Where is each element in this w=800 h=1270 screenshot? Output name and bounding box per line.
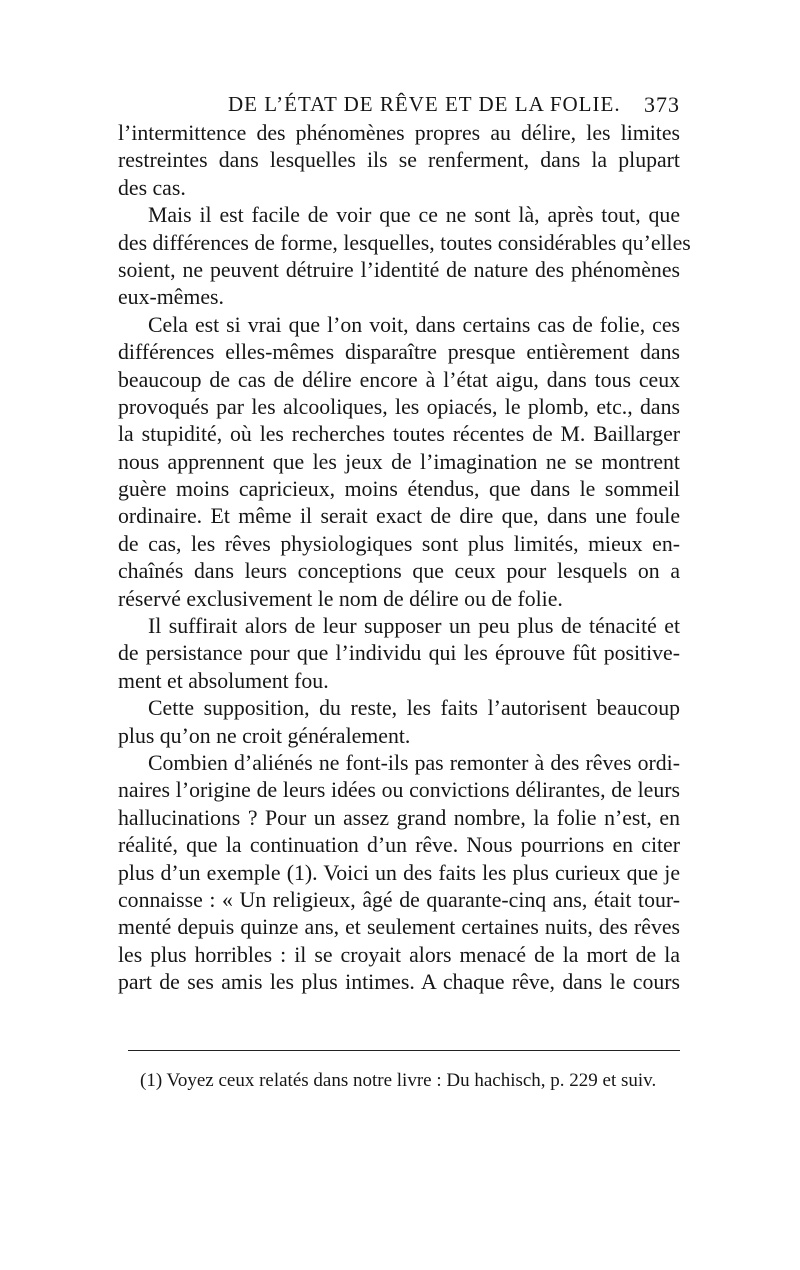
text-line: Cela est si vrai que l’on voit, dans certains cas de folie, ces (148, 312, 680, 337)
text-line: Cette supposition, du reste, les faits l’autorisent beaucoup (148, 696, 680, 721)
text-line: des différences de forme, lesquelles, toutes considérables qu’elles (118, 230, 691, 255)
text-line: provoqués par les alcooliques, les opiacés, le plomb, etc., dans (118, 394, 680, 419)
text-line: de persistance pour que l’individu qui les éprouve fût positive- (118, 641, 680, 666)
text-line: plus d’un exemple (1). Voici un des faits les plus curieux que je (118, 860, 680, 885)
text-line: soient, ne peuvent détruire l’identité de nature des phénomènes (118, 257, 680, 282)
text-line: réalité, que la continuation d’un rêve. Nous pourrions en citer (118, 833, 680, 858)
text-line: Il suffirait alors de leur supposer un peu plus de ténacité et (148, 614, 680, 639)
text-line: chaînés dans leurs conceptions que ceux pour lesquels on a (118, 559, 680, 584)
text-line: l’intermittence des phénomènes propres au délire, les limites (118, 121, 680, 145)
running-header (118, 92, 680, 122)
text-line: ment et absolument fou. (118, 668, 329, 693)
text-line: les plus horribles : il se croyait alors menacé de la mort de la (118, 942, 680, 967)
text-line: Mais il est facile de voir que ce ne sont là, après tout, que (148, 203, 680, 228)
body-text (118, 120, 691, 997)
text-line: naires l’origine de leurs idées ou convictions délirantes, de leurs (118, 778, 680, 803)
text-line: nous apprennent que les jeux de l’imagination ne se montrent (118, 449, 680, 474)
text-line: ordinaire. Et même il serait exact de dire que, dans une foule (118, 504, 680, 529)
text-line: hallucinations ? Pour un assez grand nombre, la folie n’est, en (118, 805, 680, 830)
text-line: de cas, les rêves physiologiques sont plus limités, mieux en- (118, 531, 680, 556)
text-line: eux-mêmes. (118, 285, 224, 310)
text-line: différences elles-mêmes disparaître presque entièrement dans (118, 340, 680, 365)
text-line: Combien d’aliénés ne font-ils pas remonter à des rêves ordi- (148, 750, 680, 775)
running-title: DE L’ÉTAT DE RÊVE ET DE LA FOLIE. (228, 92, 621, 116)
text-line: guère moins capricieux, moins étendus, que dans le sommeil (118, 477, 680, 502)
text-line: part de ses amis les plus intimes. A chaque rêve, dans le cours (118, 970, 680, 995)
footnote: (1) Voyez ceux relatés dans notre livre : Du hachisch, p. 229 et suiv. (140, 1070, 657, 1091)
text-line: réservé exclusivement le nom de délire ou de folie. (118, 586, 563, 611)
text-line: beaucoup de cas de délire encore à l’état aigu, dans tous ceux (118, 367, 680, 392)
text-line: connaisse : « Un religieux, âgé de quarante-cinq ans, était tour- (118, 887, 680, 912)
text-line: des cas. (118, 175, 186, 200)
page-number: 373 (644, 92, 680, 117)
footnote-divider (128, 1050, 680, 1051)
text-line: plus qu’on ne croit généralement. (118, 723, 411, 748)
text-line: menté depuis quinze ans, et seulement certaines nuits, des rêves (118, 915, 680, 940)
text-line: la stupidité, où les recherches toutes récentes de M. Baillarger (118, 422, 680, 447)
text-line: restreintes dans lesquelles ils se renferment, dans la plupart (118, 148, 680, 173)
